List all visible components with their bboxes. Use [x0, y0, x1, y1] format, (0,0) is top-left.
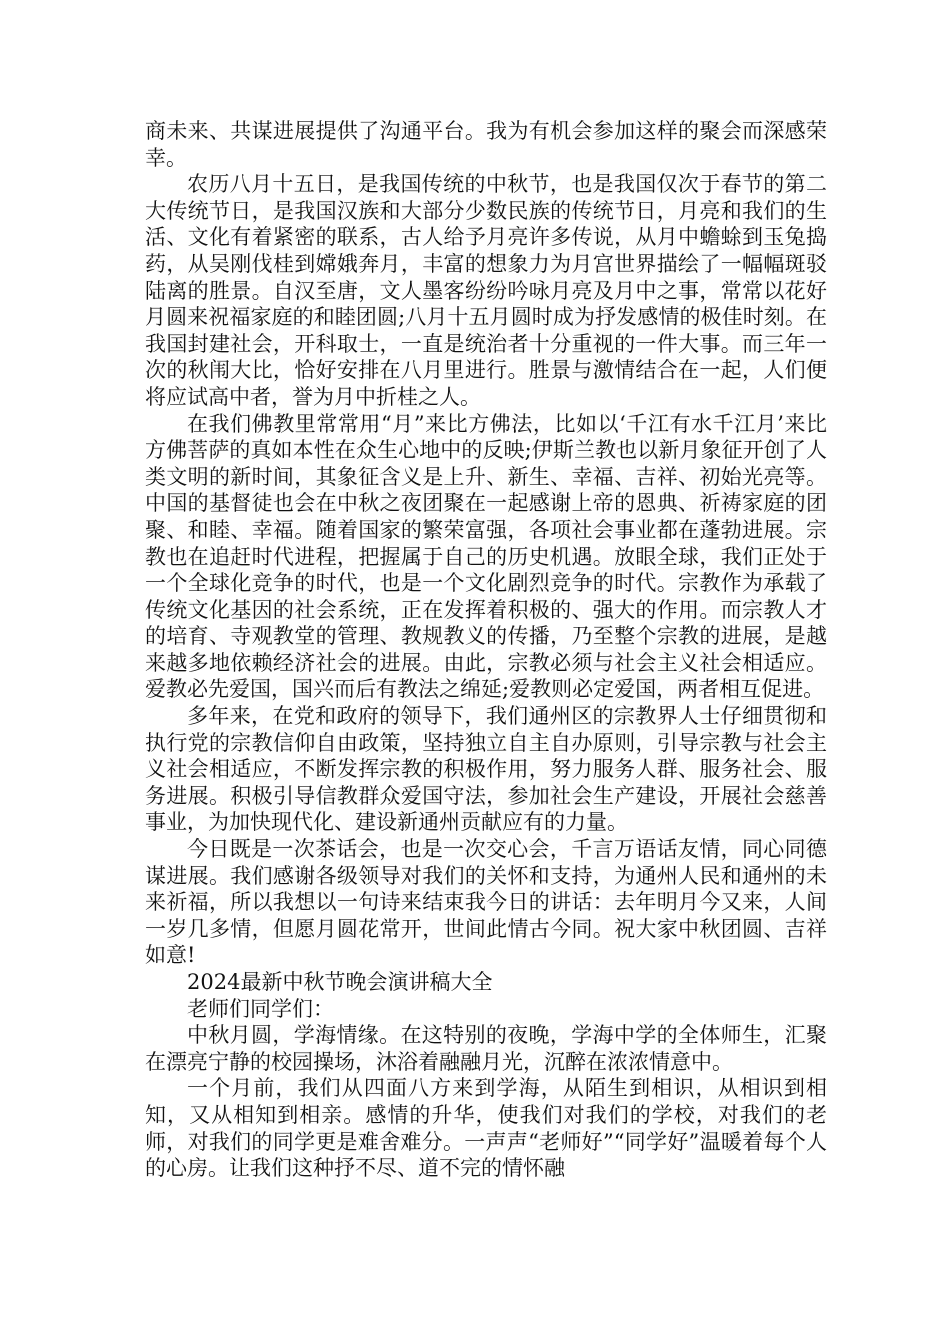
paragraph: 多年来，在党和政府的领导下，我们通州区的宗教界人士仔细贯彻和执行党的宗教信仰自由政策，坚持独立自主自办原则，引导宗教与社会主义社会相适应，不断发挥宗教的积极作用，努力服务人群、服务社会、服务进展。积极引导信教群众爱国守法，参加社会生产建设，开展社会慈善事业，为加快现代化、建设新通州贡献应有的力量。 [145, 704, 827, 835]
paragraph: 在我们佛教里常常用“月”来比方佛法，比如以‘千江有水千江月’来比方佛菩萨的真如本性在众生心地中的反映;伊斯兰教也以新月象征开创了人类文明的新时间，其象征含义是上升、新生、幸福、吉祥、初始光亮等。中国的基督徒也会在中秋之夜团聚在一起感谢上帝的恩典、祈祷家庭的团聚、和睦、幸福。随着国家的繁荣富强，各项社会事业都在蓬勃进展。宗教也在追赶时代进程，把握属于自己的历史机遇。放眼全球，我们正处于一个全球化竞争的时代，也是一个文化剧烈竞争的时代。宗教作为承载了传统文化基因的社会系统，正在发挥着积极的、强大的作用。而宗教人才的培育、寺观教堂的管理、教规教义的传播，乃至整个宗教的进展，是越来越多地依赖经济社会的进展。由此，宗教必须与社会主义社会相适应。爱教必先爱国，国兴而后有教法之绵延;爱教则必定爱国，两者相互促进。 [145, 411, 827, 702]
paragraph: 中秋月圆，学海情缘。在这特别的夜晚，学海中学的全体师生，汇聚在漂亮宁静的校园操场，沐浴着融融月光，沉醉在浓浓情意中。 [145, 1023, 827, 1074]
paragraph: 一个月前，我们从四面八方来到学海，从陌生到相识，从相识到相知，又从相知到相亲。感情的升华，使我们对我们的学校，对我们的老师，对我们的同学更是难舍难分。一声声“老师好”“同学好”温暖着每个人的心房。让我们这种抒不尽、道不完的情怀融 [145, 1076, 827, 1181]
paragraph: 今日既是一次茶话会，也是一次交心会，千言万语话友情，同心同德谋进展。我们感谢各级领导对我们的关怀和支持，为通州人民和通州的未来祈福，所以我想以一句诗来结束我今日的讲话：去年明月今又来，人间一岁几多情，但愿月圆花常开，世间此情古今同。祝大家中秋团圆、吉祥如意! [145, 837, 827, 968]
document-page [145, 118, 827, 1182]
paragraph: 农历八月十五日，是我国传统的中秋节，也是我国仅次于春节的第二大传统节日，是我国汉族和大部分少数民族的传统节日，月亮和我们的生活、文化有着紧密的联系，古人给予月亮许多传说，从月中蟾蜍到玉兔捣药，从吴刚伐桂到嫦娥奔月，丰富的想象力为月宫世界描绘了一幅幅斑驳陆离的胜景。自汉至唐，文人墨客纷纷吟咏月亮及月中之事，常常以花好月圆来祝福家庭的和睦团圆;八月十五月圆时成为抒发感情的极佳时刻。在我国封建社会，开科取士，一直是统治者十分重视的一件大事。而三年一次的秋闱大比，恰好安排在八月里进行。胜景与激情结合在一起，人们便将应试高中者，誉为月中折桂之人。 [145, 172, 827, 409]
section-title: 2024最新中秋节晚会演讲稿大全 [187, 970, 493, 994]
paragraph: 商未来、共谋进展提供了沟通平台。我为有机会参加这样的聚会而深感荣幸。 [145, 119, 827, 170]
salutation: 老师们同学们： [187, 996, 334, 1021]
